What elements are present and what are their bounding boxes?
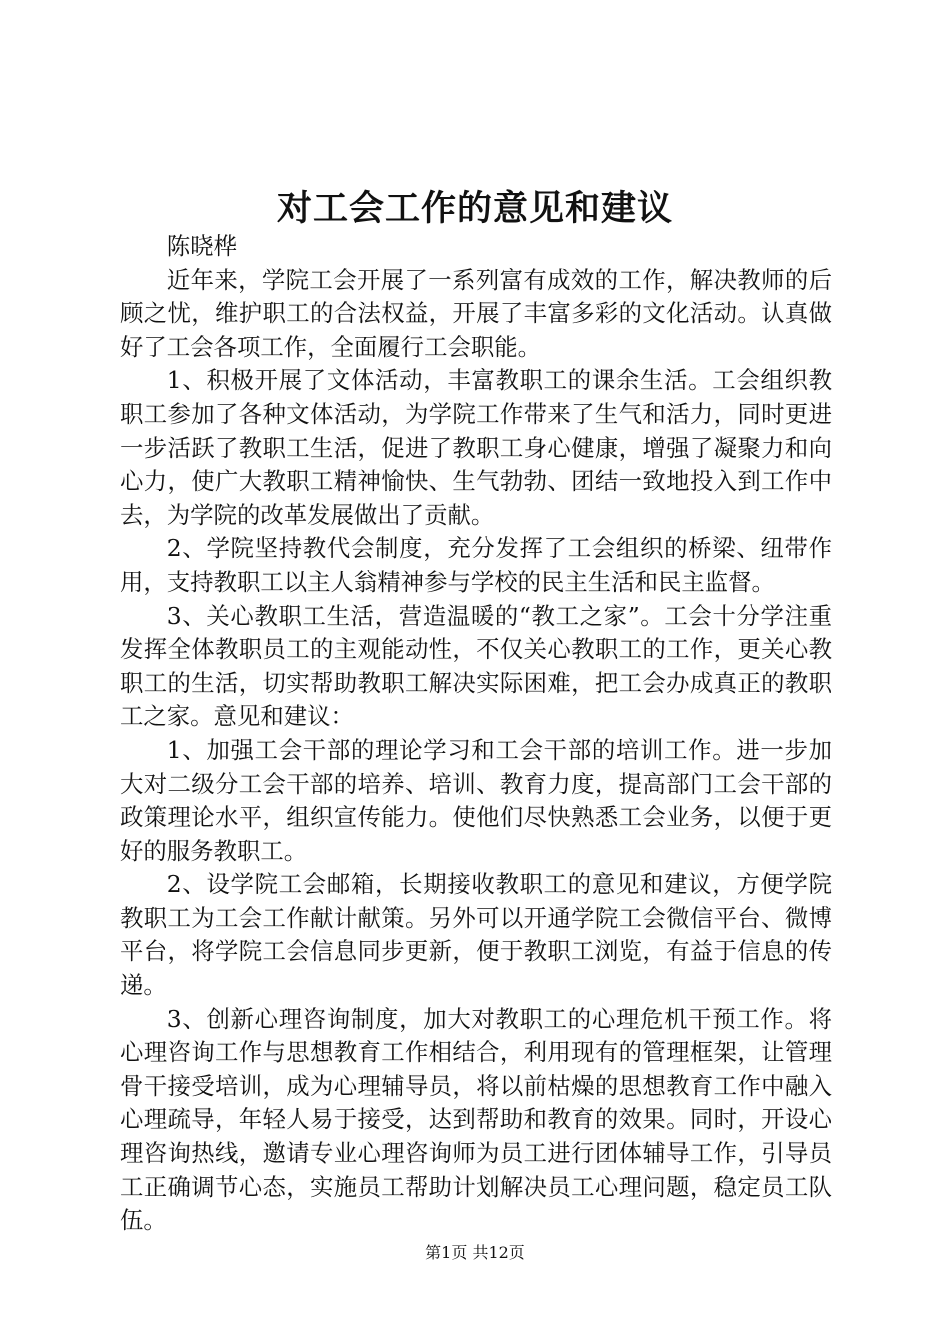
paragraph-suggestion-2: 2、设学院工会邮箱，长期接收教职工的意见和建议，方便学院教职工为工会工作献计献策。另外可以开通学院工会微信平台、微博平台，将学院工会信息同步更新，便于教职工浏览，有益于信息的传递。 — [120, 870, 832, 1000]
page-number-footer: 第1页 共12页 — [425, 1243, 525, 1262]
paragraph-suggestion-1: 1、加强工会干部的理论学习和工会干部的培训工作。进一步加大对二级分工会干部的培养、培训、教育力度，提高部门工会干部的政策理论水平，组织宣传能力。使他们尽快熟悉工会业务，以便于更好的服务教职工。 — [120, 735, 832, 865]
paragraph-suggestion-3: 3、创新心理咨询制度，加大对教职工的心理危机干预工作。将心理咨询工作与思想教育工作相结合，利用现有的管理框架，让管理骨干接受培训，成为心理辅导员，将以前枯燥的思想教育工作中融入心理疏导，年轻人易于接受，达到帮助和教育的效果。同时，开设心理咨询热线，邀请专业心理咨询师为员工进行团体辅导工作，引导员工正确调节心态，实施员工帮助计划解决员工心理问题，稳定员工队伍。 — [120, 1004, 832, 1235]
document-body — [120, 230, 832, 1238]
author-name: 陈晓桦 — [166, 232, 237, 260]
paragraph-achievement-3: 3、关心教职工生活，营造温暖的“教工之家”。工会十分学注重发挥全体教职员工的主观能动性，不仅关心教职工的工作，更关心教职工的生活，切实帮助教职工解决实际困难，把工会办成真正的教职工之家。意见和建议： — [120, 601, 832, 731]
paragraph-achievement-1: 1、积极开展了文体活动，丰富教职工的课余生活。工会组织教职工参加了各种文体活动，为学院工作带来了生气和活力，同时更进一步活跃了教职工生活，促进了教职工身心健康，增强了凝聚力和向心力，使广大教职工精神愉快、生气勃勃、团结一致地投入到工作中去，为学院的改革发展做出了贡献。 — [120, 366, 832, 529]
document-title: 对工会工作的意见和建议 — [276, 188, 673, 229]
paragraph-achievement-2: 2、学院坚持教代会制度，充分发挥了工会组织的桥梁、纽带作用，支持教职工以主人翁精神参与学校的民主生活和民主监督。 — [120, 534, 832, 596]
paragraph-intro: 近年来，学院工会开展了一系列富有成效的工作，解决教师的后顾之忧，维护职工的合法权益，开展了丰富多彩的文化活动。认真做好了工会各项工作，全面履行工会职能。 — [120, 265, 832, 361]
